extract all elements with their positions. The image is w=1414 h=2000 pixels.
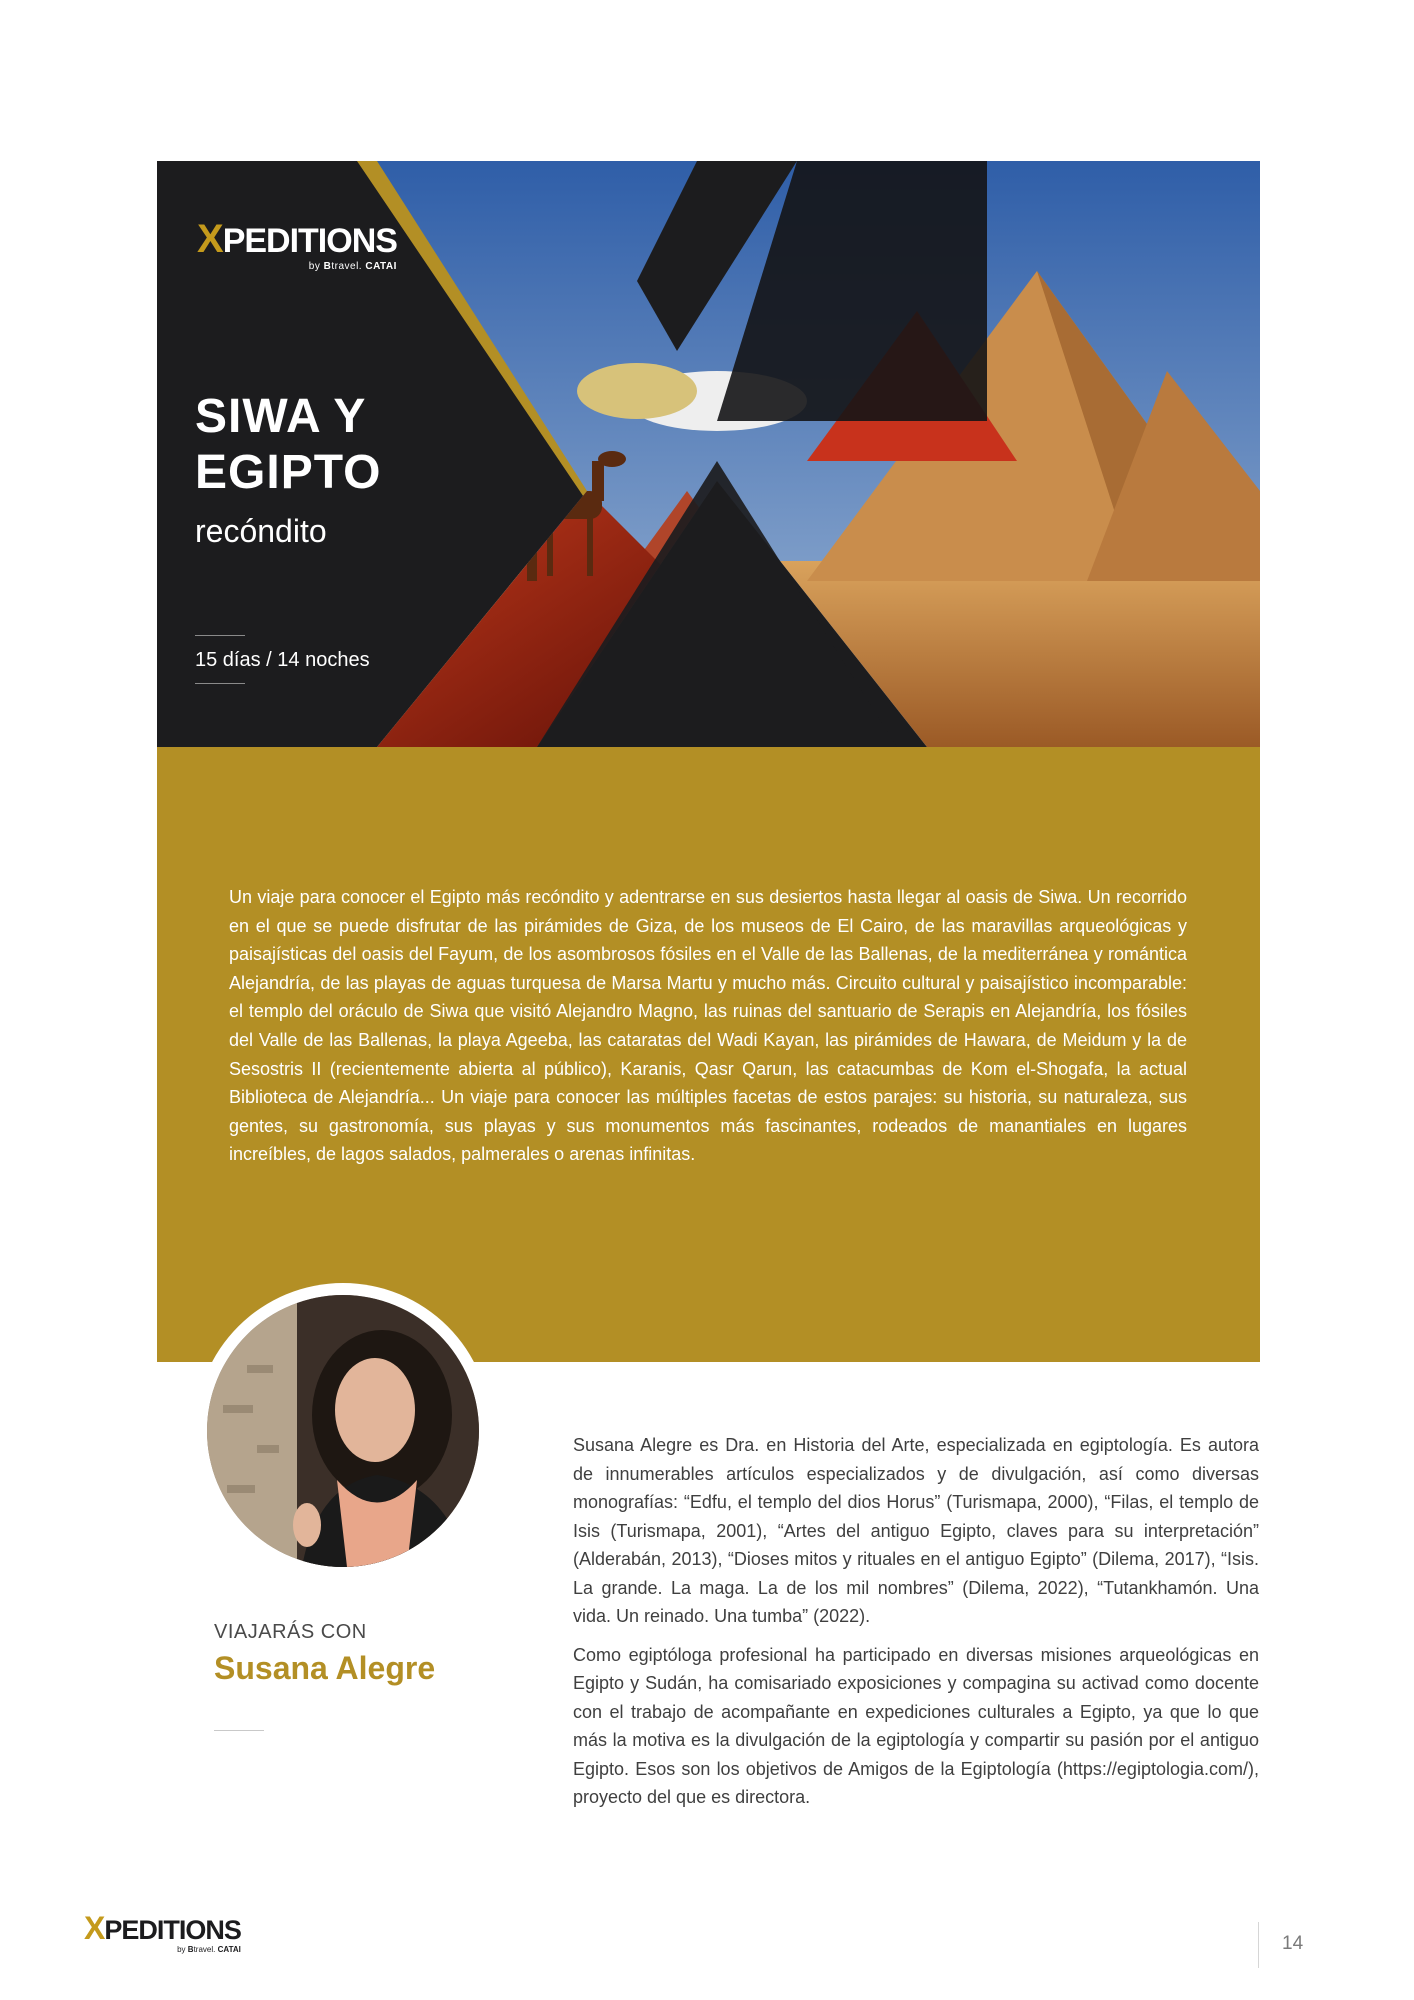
travel-with-label: VIAJARÁS CON bbox=[214, 1621, 367, 1643]
brand-logo: XPEDITIONS by Btravel. CATAI bbox=[197, 217, 397, 272]
guide-bio bbox=[573, 1431, 1259, 1822]
divider-bottom bbox=[195, 683, 245, 684]
hero-banner bbox=[157, 161, 1260, 747]
trip-title: SIWA Y EGIPTO bbox=[195, 390, 382, 499]
divider-top bbox=[195, 635, 245, 636]
footer-logo: XPEDITIONS by Btravel. CATAI bbox=[84, 1910, 241, 1954]
guide-divider bbox=[214, 1730, 264, 1731]
page-divider bbox=[1258, 1922, 1259, 1968]
trip-duration: 15 días / 14 noches bbox=[195, 649, 370, 671]
bio-paragraph-2: Como egiptóloga profesional ha participado en diversas misiones arqueológicas en Egipto y Sudán, ha comisariado exposiciones y compagina su activad como docente con el trabajo de acompañante en expediciones culturales a Egipto, ya que lo que más la motiva es la divulgación de la egiptología y compartir su pasión por el antiguo Egipto. Esos son los objetivos de Amigos de la Egiptología (https://egiptologia.com/), proyecto del que es directora. bbox=[573, 1644, 1259, 1807]
page-number: 14 bbox=[1282, 1933, 1304, 1954]
guide-name: Susana Alegre bbox=[214, 1650, 436, 1686]
bio-paragraph-1: Susana Alegre es Dra. en Historia del Arte, especializada en egiptología. Es autora de innumerables artículos especializados y de divulgación, así como diversas monografías: “Edfu, el templo del dios Horus” (Turismapa, 2000), “Filas, el templo de Isis (Turismapa, 2001), “Artes del antiguo Egipto, claves para su interpretación” (Alderabán, 2013), “Dioses mitos y rituales en el antiguo Egipto” (Dilema, 2017), “Isis. La grande. La maga. La de los mil nombres” (Dilema, 2022), “Tutankhamón. Una vida. Un reinado. Una tumba” (2022). bbox=[573, 1435, 1259, 1626]
guide-portrait bbox=[195, 1283, 491, 1579]
trip-subtitle: recóndito bbox=[195, 513, 327, 549]
intro-section bbox=[157, 747, 1260, 1362]
intro-text: Un viaje para conocer el Egipto más recóndito y adentrarse en sus desiertos hasta llegar al oasis de Siwa. Un recorrido en el que se puede disfrutar de las pirámides de Giza, de los museos de El Cairo, de las maravillas arqueológicas y paisajísticas del oasis del Fayum, de los asombrosos fósiles en el Valle de las Ballenas, de la mediterránea y romántica Alejandría, de las playas de aguas turquesa de Marsa Martu y mucho más. Circuito cultural y paisajístico incomparable: el templo del oráculo de Siwa que visitó Alejandro Magno, las ruinas del santuario de Serapis en Alejandría, los fósiles del Valle de las Ballenas, la playa Ageeba, las cataratas del Wadi Kayan, las pirámides de Hawara, de Meidum y la de Sesostris II (recientemente abierta al público), Karanis, Qasr Qarun, las catacumbas de Kom el-Shogafa, la actual Biblioteca de Alejandría... Un viaje para conocer las múltiples facetas de estos parajes: su historia, su naturaleza, sus gentes, su gastronomía, sus playas y sus monumentos más fascinantes, rodeados de manantiales en lugares increíbles, de lagos salados, palmerales o arenas infinitas. bbox=[229, 887, 1187, 1165]
portrait-illustration bbox=[207, 1295, 479, 1567]
